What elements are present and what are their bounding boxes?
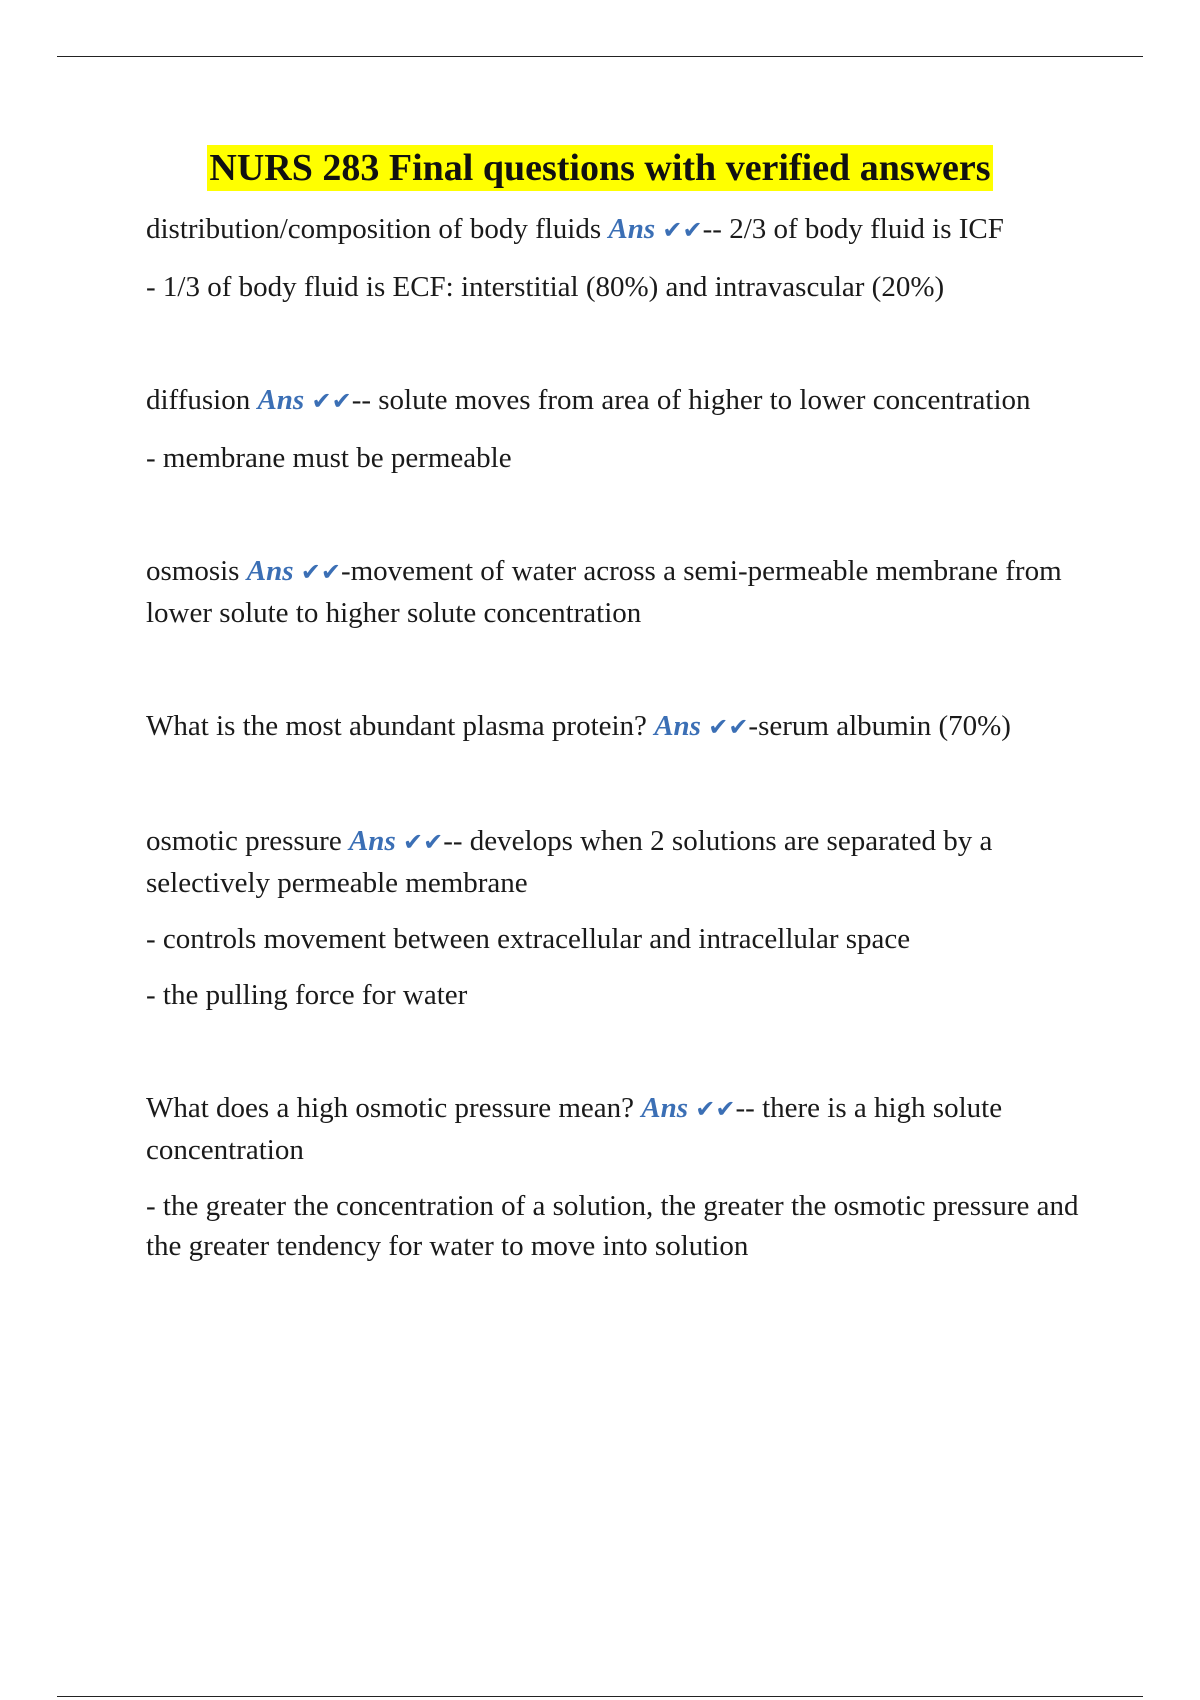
double-check-icon: ✔✔ (402, 830, 444, 856)
ans-label: Ans (246, 555, 294, 587)
double-check-icon: ✔✔ (695, 1097, 736, 1123)
top-rule (57, 56, 1143, 57)
answer-text: -- there is a high solute concentration (146, 1092, 1003, 1166)
answer-text: -- develops when 2 solutions are separated by a selectively permeable membrane (146, 825, 993, 899)
spacer (146, 748, 1096, 821)
qa-item (146, 380, 1096, 478)
question-text: What is the most abundant plasma protein? (146, 710, 647, 742)
bottom-rule (57, 1696, 1143, 1697)
question-text: distribution/composition of body fluids (146, 213, 602, 245)
qa-line (146, 380, 1096, 422)
ans-label: Ans (641, 1092, 689, 1124)
question-text: osmotic pressure (146, 825, 342, 857)
qa-line (146, 209, 1096, 251)
spacer (146, 1015, 1096, 1088)
qa-line (146, 1088, 1096, 1170)
qa-list (146, 209, 1096, 1266)
answer-extra-line: - the greater the concentration of a solution, the greater the osmotic pressure and the greater tendency for water to move into solution (146, 1190, 1079, 1262)
double-check-icon: ✔✔ (662, 218, 703, 244)
question-text: diffusion (146, 384, 251, 416)
page-title: NURS 283 Final questions with verified answers (209, 147, 991, 189)
answer-extra-line: - membrane must be permeable (146, 442, 512, 474)
double-check-icon: ✔✔ (300, 560, 341, 586)
qa-item (146, 821, 1096, 1015)
qa-item (146, 706, 1096, 748)
answer-text: -- 2/3 of body fluid is ICF (702, 213, 1004, 245)
answer-text: -serum albumin (70%) (748, 710, 1011, 742)
qa-line (146, 821, 1096, 903)
ans-label: Ans (348, 825, 396, 857)
qa-item (146, 209, 1096, 307)
answer-text: -movement of water across a semi-permeable membrane from lower solute to higher solute concentration (146, 555, 1062, 629)
qa-item (146, 551, 1096, 633)
double-check-icon: ✔✔ (708, 715, 749, 741)
spacer (146, 307, 1096, 380)
answer-extra-line: - the pulling force for water (146, 979, 468, 1011)
answer-extra-line: - 1/3 of body fluid is ECF: interstitial (80%) and intravascular (20%) (146, 271, 945, 303)
spacer (146, 633, 1096, 706)
answer-extra-line: - controls movement between extracellular and intracellular space (146, 923, 911, 955)
qa-item (146, 1088, 1096, 1266)
qa-line (146, 551, 1096, 633)
question-text: What does a high osmotic pressure mean? (146, 1092, 635, 1124)
title-wrap (0, 145, 1200, 191)
qa-line (146, 706, 1096, 748)
ans-label: Ans (608, 213, 656, 245)
double-check-icon: ✔✔ (311, 389, 352, 415)
answer-text: -- solute moves from area of higher to lower concentration (351, 384, 1031, 416)
ans-label: Ans (257, 384, 305, 416)
question-text: osmosis (146, 555, 240, 587)
spacer (146, 478, 1096, 551)
ans-label: Ans (654, 710, 701, 742)
